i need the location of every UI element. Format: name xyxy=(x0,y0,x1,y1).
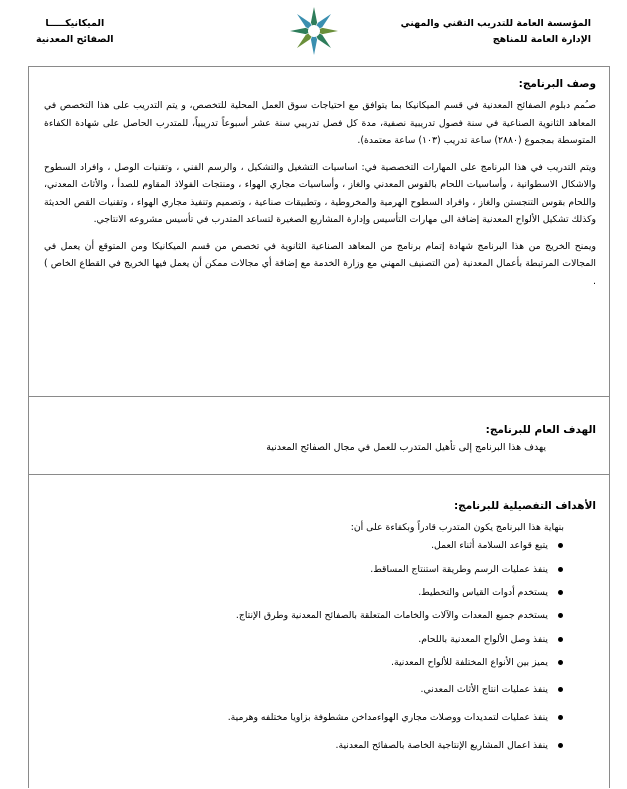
detailed-objectives-section xyxy=(29,475,609,789)
description-paragraph-3: ويمنح الخريج من هذا البرنامج شهادة إتمام برنامج من المعاهد الصناعية الثانوية في تخصص من قسم الميكانيكا ومن المتوقع أن يعمل في المجالات المرتبطة بأعمال المعدنية (من التصنيف المهني مع وزارة الخدمة مع إضافة أي مجالات ممكن أن يعمل فيها الخريج في القطاع الخاص ) . xyxy=(44,240,596,287)
general-goal-section xyxy=(29,397,609,475)
organization-block xyxy=(401,16,591,48)
org-name: المؤسسة العامة للتدريب التقني والمهني xyxy=(400,18,591,29)
objectives-list xyxy=(44,540,596,752)
objective-item: يميز بين الأنواع المختلفة للألواح المعدنية. xyxy=(44,657,548,669)
objective-item: ينفذ وصل الألواح المعدنية باللحام. xyxy=(44,634,548,646)
page-header xyxy=(0,0,627,66)
content-frame xyxy=(28,66,610,788)
logo-graphic xyxy=(288,5,340,57)
objective-item: ينفذ عمليات انتاج الأثاث المعدني. xyxy=(44,684,548,696)
detailed-objectives-title: الأهداف التفصيلية للبرنامج: xyxy=(453,500,596,512)
objective-item: ينفذ عمليات لتمديدات ووصلات مجاري الهواءمداخن مشطوفة بزاويا مختلفه وهرمية. xyxy=(44,712,548,724)
objective-item: يتبع قواعد السلامة أثناء العمل. xyxy=(44,540,548,552)
department-block xyxy=(36,16,114,48)
logo-center xyxy=(308,25,320,37)
description-paragraph-1: صـُمم دبلوم الصفائح المعدنية في قسم الميكانيكا بما يتوافق مع احتياجات سوق العمل المحلية للتخصص، و يتم التدريب على هذا التخصص في المعاهد الثانوية الصناعية في سنة فصول تدريبية نصفية، مدة كل فصل تدريبي سنة عشر أسبوعاً تدريبياً، للمتدرب الحاصل على شهادة الكفاءة المتوسطة بمجموع (٢٨٨٠) ساعة تدريب (١٠٣) ساعة معتمدة). xyxy=(44,100,596,146)
curriculum-dept: الإدارة العامة للمناهج xyxy=(492,34,591,45)
description-paragraph-2: ويتم التدريب في هذا البرنامج على المهارات التخصصية في: اساسيات التشغيل والتشكيل ، والرسم الفني ، وتقنيات الوصل ، وافراد السطوح والاشكال الاسطوانية ، وأساسيات اللحام بالقوس المعدني والغاز ، وأساسيات مجاري الهواء ، ومنتجات الفولاذ المقاوم للصدأ ، والأثاث المعدني، واللحام بقوس التنجستن والغاز ، وافراد السطوح الهرمية والمخروطية ، وتطبيقات صناعية ، وتصميم وتنفيذ مجاري الهواء ، وتقنيات القص الحديثة وكذلك تشكيل الألواح المعدنية إضافة الى مهارات التأسيس وإدارة المشاريع الصغيرة لتساعد المتدرب في تأسيس مشروعه الانتاجي. xyxy=(44,161,596,225)
department-name: الميكانيكـــــا xyxy=(45,18,105,29)
objectives-intro: بنهاية هذا البرنامج يكون المتدرب قادراً وبكفاءة على أن: xyxy=(350,522,564,533)
tvtc-logo-icon xyxy=(288,5,340,57)
general-goal-title: الهدف العام للبرنامج: xyxy=(485,424,596,436)
specialization-name: الصفائح المعدنية xyxy=(36,34,114,45)
objective-item: ينفذ عمليات الرسم وطريقة استنتاج المساقط. xyxy=(44,564,548,576)
program-description-title: وصف البرنامج: xyxy=(518,78,596,90)
general-goal-text: يهدف هذا البرنامج إلى تأهيل المتدرب للعمل في مجال الصفائح المعدنية xyxy=(266,442,546,453)
objective-item: ينفذ اعمال المشاريع الإنتاجية الخاصة بالصفائح المعدنية. xyxy=(44,740,548,752)
objective-item: يستخدم جميع المعدات والآلات والخامات المتعلقة بالصفائح المعدنية وطرق الإنتاج. xyxy=(44,610,548,622)
program-description-section xyxy=(29,67,609,397)
objective-item: يستخدم أدوات القياس والتخطيط. xyxy=(44,587,548,599)
